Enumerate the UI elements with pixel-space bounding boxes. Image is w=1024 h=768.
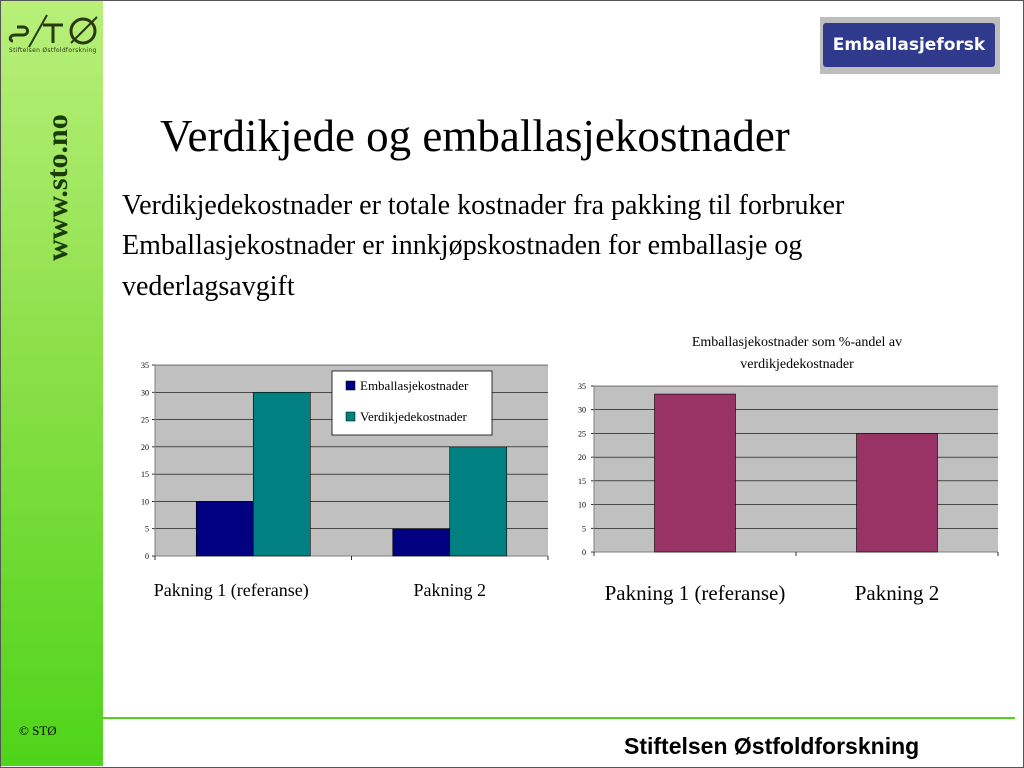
emballasjeforsk-logo: [820, 17, 1000, 74]
bar-verdikjede-2: [450, 447, 507, 556]
y-tick-label: 25: [578, 429, 586, 439]
y-tick-label: 0: [582, 548, 586, 557]
copyright: © STØ: [19, 723, 57, 738]
brand-badge: [823, 23, 995, 67]
body-line-3: vederlagsavgift: [122, 271, 295, 302]
y-tick-label: 5: [145, 524, 149, 534]
slide-title: Verdikjede og emballasjekostnader: [160, 111, 790, 161]
chart-share: [562, 328, 1012, 608]
y-tick-label: 5: [582, 524, 586, 534]
y-tick-label: 35: [578, 382, 586, 391]
y-tick-label: 10: [578, 500, 586, 510]
bar-andel-2: [857, 433, 938, 552]
legend-label: Emballasjekostnader: [360, 378, 469, 393]
y-tick-label: 10: [141, 497, 149, 507]
x-category-label: Pakning 1 (referanse): [153, 580, 309, 600]
body-line-2: Emballasjekostnader er innkjøpskostnaden for emballasje og: [122, 230, 803, 261]
website-url: www.sto.no: [41, 114, 74, 261]
footer-org: Stiftelsen Østfoldforskning: [624, 733, 920, 759]
y-tick-label: 30: [578, 405, 586, 415]
bar-emballasje-1: [196, 501, 253, 556]
x-category-label: Pakning 2: [413, 580, 487, 600]
legend-swatch: [346, 412, 355, 421]
bar-andel-1: [655, 394, 736, 552]
y-tick-label: 35: [141, 361, 149, 370]
y-tick-label: 15: [141, 470, 149, 480]
x-category-label: Pakning 1 (referanse): [604, 581, 786, 605]
legend-swatch: [346, 381, 355, 390]
bar-emballasje-2: [393, 529, 450, 556]
bar-verdikjede-1: [253, 392, 310, 556]
sidebar: [1, 1, 103, 766]
y-tick-label: 25: [141, 415, 149, 425]
y-tick-label: 20: [141, 442, 149, 452]
x-category-label: Pakning 2: [854, 581, 940, 605]
brand-label: Emballasjeforsk: [832, 35, 986, 55]
chart-title-line-1: Emballasjekostnader som %-andel av: [691, 335, 903, 350]
y-tick-label: 0: [145, 552, 149, 561]
y-tick-label: 30: [141, 388, 149, 398]
logo-subtitle: Stiftelsen Østfoldforskning: [9, 47, 97, 54]
chart-costs: [120, 355, 560, 605]
chart-title-line-2: verdikjedekostnader: [740, 357, 854, 372]
y-tick-label: 15: [578, 476, 586, 486]
legend-label: Verdikjedekostnader: [360, 409, 467, 424]
body-line-1: Verdikjedekostnader er totale kostnader fra pakking til forbruker: [122, 190, 845, 221]
footer-divider: [103, 717, 1015, 719]
y-tick-label: 20: [578, 453, 586, 463]
